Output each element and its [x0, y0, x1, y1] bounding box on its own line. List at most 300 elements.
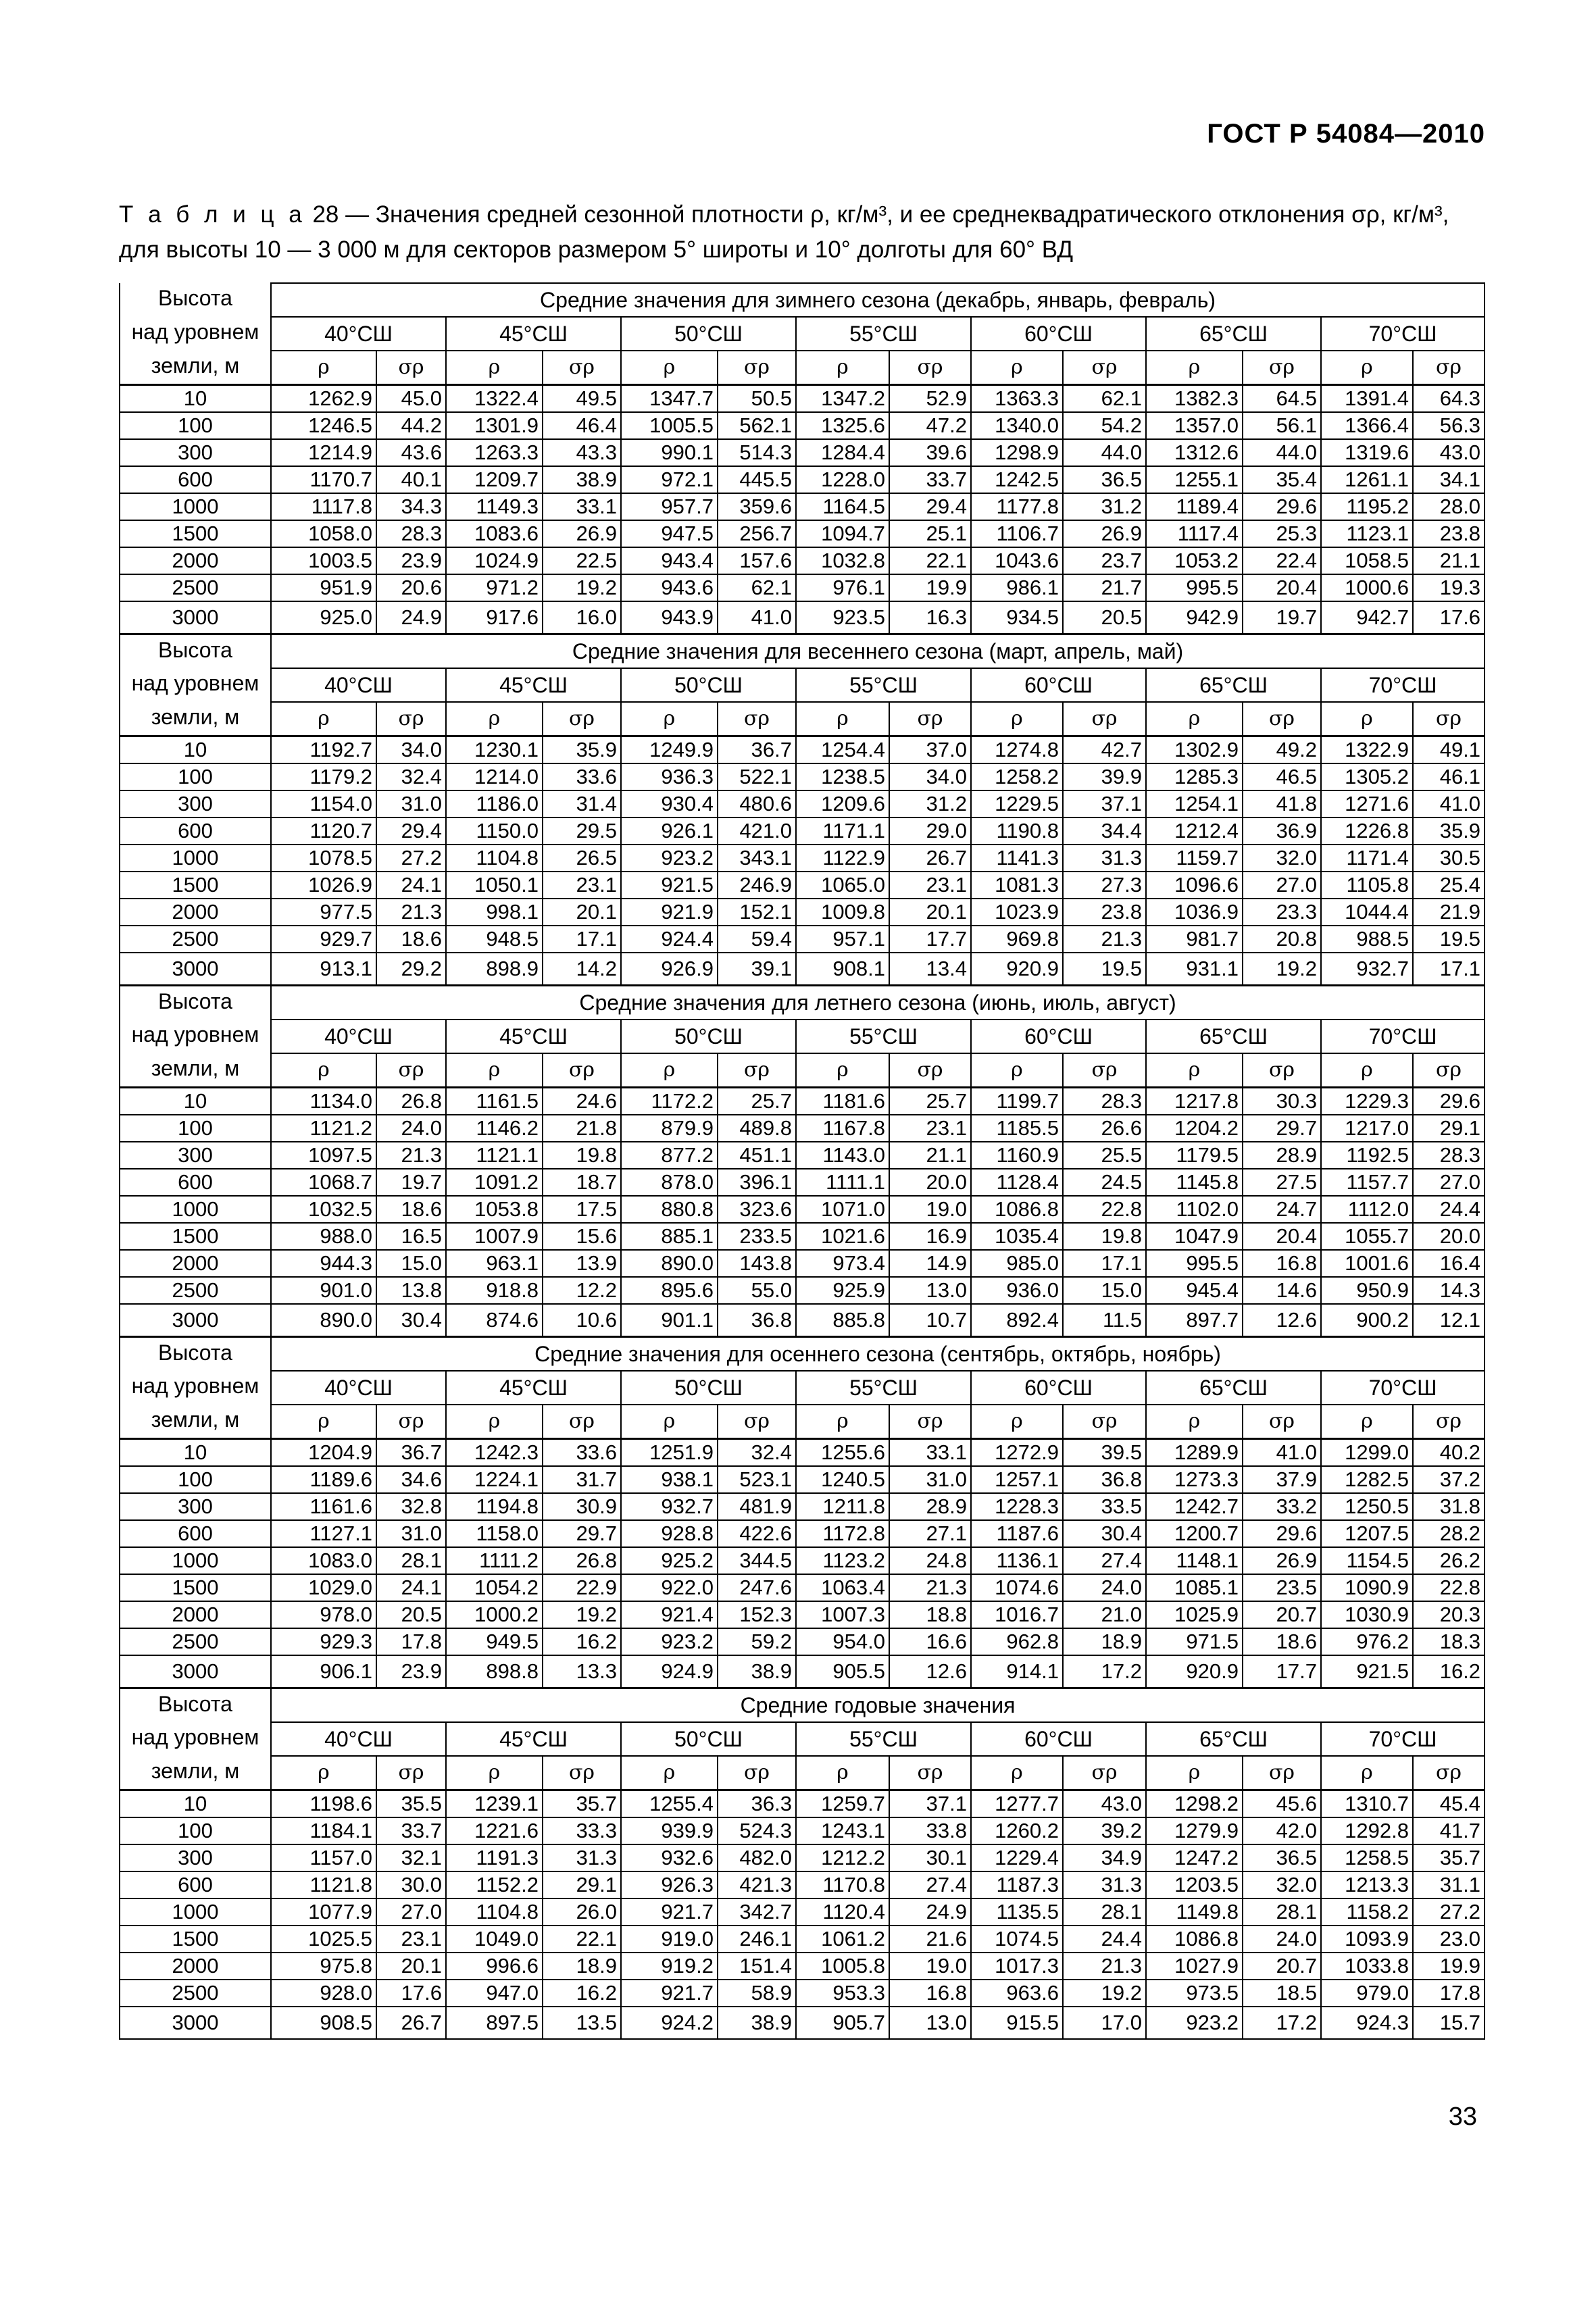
- density-cell: 905.7: [796, 2007, 889, 2039]
- density-cell: 1121.2: [271, 1115, 376, 1142]
- deviation-cell: 26.7: [376, 2007, 446, 2039]
- deviation-cell: 29.4: [889, 493, 971, 520]
- density-cell: 1260.2: [971, 1817, 1063, 1844]
- latitude-header: 60°СШ: [971, 1020, 1146, 1053]
- deviation-cell: 19.7: [376, 1169, 446, 1196]
- density-cell: 1077.9: [271, 1898, 376, 1926]
- density-cell: 915.5: [971, 2007, 1063, 2039]
- density-cell: 1112.0: [1321, 1196, 1413, 1223]
- deviation-cell: 31.0: [376, 1520, 446, 1547]
- deviation-cell: 256.7: [718, 520, 796, 547]
- table-row: [120, 1655, 1485, 1688]
- density-cell: 1085.1: [1146, 1574, 1243, 1601]
- density-cell: 977.5: [271, 899, 376, 926]
- altitude-cell: 2000: [120, 547, 271, 574]
- altitude-cell: 300: [120, 1844, 271, 1871]
- deviation-cell: 36.3: [718, 1790, 796, 1818]
- density-cell: 988.5: [1321, 926, 1413, 953]
- deviation-cell: 16.5: [376, 1223, 446, 1250]
- deviation-cell: 20.0: [1413, 1223, 1485, 1250]
- density-cell: 1007.3: [796, 1601, 889, 1628]
- deviation-cell: 43.0: [1063, 1790, 1146, 1818]
- deviation-cell: 25.4: [1413, 872, 1485, 899]
- sigma-symbol: σρ: [1063, 1756, 1146, 1790]
- deviation-cell: 36.7: [718, 736, 796, 764]
- density-cell: 1096.6: [1146, 872, 1243, 899]
- latitude-header: 60°СШ: [971, 317, 1146, 351]
- density-cell: 990.1: [621, 439, 718, 466]
- density-table-container: [119, 282, 1481, 2040]
- density-cell: 1149.8: [1146, 1898, 1243, 1926]
- density-cell: 926.1: [621, 818, 718, 845]
- deviation-cell: 18.6: [376, 926, 446, 953]
- deviation-cell: 21.8: [543, 1115, 621, 1142]
- density-cell: 1184.1: [271, 1817, 376, 1844]
- deviation-cell: 22.8: [1413, 1574, 1485, 1601]
- density-cell: 1242.5: [971, 466, 1063, 493]
- deviation-cell: 29.4: [376, 818, 446, 845]
- rho-symbol: ρ: [971, 351, 1063, 385]
- density-cell: 1170.8: [796, 1871, 889, 1898]
- table-row: [120, 763, 1485, 790]
- deviation-cell: 31.3: [1063, 1871, 1146, 1898]
- table-row: [120, 1547, 1485, 1574]
- deviation-cell: 36.7: [376, 1439, 446, 1467]
- deviation-cell: 20.8: [1243, 926, 1321, 953]
- density-cell: 936.3: [621, 763, 718, 790]
- sigma-symbol: σρ: [543, 702, 621, 736]
- density-cell: 1229.4: [971, 1844, 1063, 1871]
- density-cell: 1032.8: [796, 547, 889, 574]
- deviation-cell: 344.5: [718, 1547, 796, 1574]
- density-cell: 1302.9: [1146, 736, 1243, 764]
- sigma-symbol: σρ: [1243, 1053, 1321, 1088]
- section-title-row: [120, 1337, 1485, 1372]
- deviation-cell: 55.0: [718, 1277, 796, 1304]
- deviation-cell: 522.1: [718, 763, 796, 790]
- density-cell: 901.0: [271, 1277, 376, 1304]
- density-cell: 1249.9: [621, 736, 718, 764]
- density-cell: 1172.2: [621, 1088, 718, 1115]
- density-cell: 919.0: [621, 1926, 718, 1953]
- deviation-cell: 27.4: [889, 1871, 971, 1898]
- density-cell: 921.9: [621, 899, 718, 926]
- deviation-cell: 30.9: [543, 1493, 621, 1520]
- table-row: [120, 1088, 1485, 1115]
- deviation-cell: 24.0: [376, 1115, 446, 1142]
- density-cell: 1289.9: [1146, 1439, 1243, 1467]
- deviation-cell: 246.9: [718, 872, 796, 899]
- density-cell: 1068.7: [271, 1169, 376, 1196]
- deviation-cell: 56.3: [1413, 412, 1485, 439]
- density-cell: 988.0: [271, 1223, 376, 1250]
- altitude-cell: 600: [120, 1169, 271, 1196]
- density-cell: 1299.0: [1321, 1439, 1413, 1467]
- deviation-cell: 33.3: [543, 1817, 621, 1844]
- sigma-symbol: σρ: [718, 351, 796, 385]
- rho-symbol: ρ: [1146, 702, 1243, 736]
- table-row: [120, 439, 1485, 466]
- rho-symbol: ρ: [971, 702, 1063, 736]
- density-cell: 1136.1: [971, 1547, 1063, 1574]
- latitude-header: 55°СШ: [796, 1020, 971, 1053]
- density-cell: 924.2: [621, 2007, 718, 2039]
- table-row: [120, 1223, 1485, 1250]
- deviation-cell: 39.9: [1063, 763, 1146, 790]
- density-cell: 1325.6: [796, 412, 889, 439]
- density-cell: 1102.0: [1146, 1196, 1243, 1223]
- deviation-cell: 25.7: [718, 1088, 796, 1115]
- section-title-row: [120, 1688, 1485, 1723]
- deviation-cell: 17.6: [376, 1980, 446, 2007]
- density-cell: 1029.0: [271, 1574, 376, 1601]
- deviation-cell: 20.5: [376, 1601, 446, 1628]
- deviation-cell: 33.7: [376, 1817, 446, 1844]
- deviation-cell: 10.7: [889, 1304, 971, 1337]
- deviation-cell: 46.4: [543, 412, 621, 439]
- density-cell: 1347.2: [796, 385, 889, 413]
- density-cell: 1255.1: [1146, 466, 1243, 493]
- density-cell: 1078.5: [271, 845, 376, 872]
- deviation-cell: 13.8: [376, 1277, 446, 1304]
- density-cell: 1191.3: [446, 1844, 543, 1871]
- density-cell: 1239.1: [446, 1790, 543, 1818]
- deviation-cell: 246.1: [718, 1926, 796, 1953]
- density-cell: 1154.5: [1321, 1547, 1413, 1574]
- density-cell: 1172.8: [796, 1520, 889, 1547]
- density-cell: 1121.1: [446, 1142, 543, 1169]
- deviation-cell: 20.4: [1243, 574, 1321, 601]
- altitude-cell: 10: [120, 1088, 271, 1115]
- density-cell: 879.9: [621, 1115, 718, 1142]
- rho-symbol: ρ: [1321, 702, 1413, 736]
- latitude-header: 45°СШ: [446, 1722, 621, 1756]
- density-cell: 1382.3: [1146, 385, 1243, 413]
- density-cell: 928.8: [621, 1520, 718, 1547]
- latitude-header: 40°СШ: [271, 668, 446, 702]
- deviation-cell: 33.1: [889, 1439, 971, 1467]
- deviation-cell: 39.2: [1063, 1817, 1146, 1844]
- density-cell: 1298.2: [1146, 1790, 1243, 1818]
- deviation-cell: 35.9: [1413, 818, 1485, 845]
- altitude-cell: 600: [120, 818, 271, 845]
- table-row: [120, 1520, 1485, 1547]
- deviation-cell: 28.0: [1413, 493, 1485, 520]
- density-cell: 1319.6: [1321, 439, 1413, 466]
- density-cell: 906.1: [271, 1655, 376, 1688]
- deviation-cell: 25.5: [1063, 1142, 1146, 1169]
- rho-symbol: ρ: [1146, 351, 1243, 385]
- deviation-cell: 21.1: [889, 1142, 971, 1169]
- table-row: [120, 790, 1485, 818]
- density-cell: 1167.8: [796, 1115, 889, 1142]
- density-cell: 957.1: [796, 926, 889, 953]
- deviation-cell: 19.5: [1413, 926, 1485, 953]
- deviation-cell: 36.5: [1243, 1844, 1321, 1871]
- density-cell: 1272.9: [971, 1439, 1063, 1467]
- table-row: [120, 1790, 1485, 1818]
- altitude-cell: 300: [120, 1493, 271, 1520]
- density-cell: 1214.0: [446, 763, 543, 790]
- deviation-cell: 41.0: [718, 601, 796, 634]
- table-row: [120, 1898, 1485, 1926]
- rho-symbol: ρ: [271, 1405, 376, 1439]
- deviation-cell: 36.9: [1243, 818, 1321, 845]
- deviation-cell: 31.2: [1063, 493, 1146, 520]
- deviation-cell: 26.5: [543, 845, 621, 872]
- density-cell: 954.0: [796, 1628, 889, 1655]
- deviation-cell: 40.2: [1413, 1439, 1485, 1467]
- density-cell: 1285.3: [1146, 763, 1243, 790]
- density-cell: 973.4: [796, 1250, 889, 1277]
- density-cell: 1243.1: [796, 1817, 889, 1844]
- density-cell: 995.5: [1146, 574, 1243, 601]
- density-cell: 932.6: [621, 1844, 718, 1871]
- deviation-cell: 27.1: [889, 1520, 971, 1547]
- density-cell: 1254.4: [796, 736, 889, 764]
- deviation-cell: 31.8: [1413, 1493, 1485, 1520]
- rho-symbol: ρ: [971, 1053, 1063, 1088]
- deviation-cell: 27.3: [1063, 872, 1146, 899]
- density-cell: 1347.7: [621, 385, 718, 413]
- density-cell: 1021.6: [796, 1223, 889, 1250]
- deviation-cell: 33.6: [543, 763, 621, 790]
- deviation-cell: 152.1: [718, 899, 796, 926]
- deviation-cell: 30.0: [376, 1871, 446, 1898]
- table-row: [120, 1844, 1485, 1871]
- deviation-cell: 16.4: [1413, 1250, 1485, 1277]
- deviation-cell: 26.6: [1063, 1115, 1146, 1142]
- altitude-cell: 2500: [120, 1277, 271, 1304]
- row-label-line: Высота: [120, 283, 271, 317]
- density-cell: 925.2: [621, 1547, 718, 1574]
- density-cell: 953.3: [796, 1980, 889, 2007]
- sigma-symbol: σρ: [1413, 702, 1485, 736]
- altitude-cell: 10: [120, 385, 271, 413]
- density-cell: 972.1: [621, 466, 718, 493]
- density-cell: 1111.2: [446, 1547, 543, 1574]
- density-cell: 1157.7: [1321, 1169, 1413, 1196]
- density-cell: 963.1: [446, 1250, 543, 1277]
- deviation-cell: 54.2: [1063, 412, 1146, 439]
- density-cell: 924.3: [1321, 2007, 1413, 2039]
- density-cell: 986.1: [971, 574, 1063, 601]
- rho-symbol: ρ: [796, 1756, 889, 1790]
- deviation-cell: 31.3: [1063, 845, 1146, 872]
- table-row: [120, 1601, 1485, 1628]
- density-cell: 1043.6: [971, 547, 1063, 574]
- deviation-cell: 37.0: [889, 736, 971, 764]
- density-cell: 971.2: [446, 574, 543, 601]
- deviation-cell: 514.3: [718, 439, 796, 466]
- density-cell: 1030.9: [1321, 1601, 1413, 1628]
- rho-symbol: ρ: [1146, 1756, 1243, 1790]
- deviation-cell: 23.7: [1063, 547, 1146, 574]
- row-label-line: земли, м: [120, 1756, 271, 1790]
- density-cell: 1259.7: [796, 1790, 889, 1818]
- density-cell: 1212.4: [1146, 818, 1243, 845]
- deviation-cell: 22.4: [1243, 547, 1321, 574]
- density-cell: 1228.0: [796, 466, 889, 493]
- table-row: [120, 736, 1485, 764]
- density-cell: 934.5: [971, 601, 1063, 634]
- deviation-cell: 42.7: [1063, 736, 1146, 764]
- deviation-cell: 26.7: [889, 845, 971, 872]
- sigma-symbol: σρ: [1413, 351, 1485, 385]
- deviation-cell: 24.1: [376, 1574, 446, 1601]
- deviation-cell: 19.8: [1063, 1223, 1146, 1250]
- density-cell: 1200.7: [1146, 1520, 1243, 1547]
- table-row: [120, 385, 1485, 413]
- density-cell: 1049.0: [446, 1926, 543, 1953]
- density-cell: 1074.5: [971, 1926, 1063, 1953]
- density-cell: 1128.4: [971, 1169, 1063, 1196]
- section-title: Средние значения для осеннего сезона (сентябрь, октябрь, ноябрь): [271, 1337, 1485, 1372]
- sigma-symbol: σρ: [718, 1053, 796, 1088]
- deviation-cell: 20.1: [376, 1953, 446, 1980]
- sigma-symbol: σρ: [889, 351, 971, 385]
- density-cell: 1258.2: [971, 763, 1063, 790]
- deviation-cell: 17.2: [1063, 1655, 1146, 1688]
- deviation-cell: 17.1: [543, 926, 621, 953]
- density-cell: 1251.9: [621, 1439, 718, 1467]
- deviation-cell: 33.2: [1243, 1493, 1321, 1520]
- section-title-row: [120, 986, 1485, 1020]
- density-cell: 1143.0: [796, 1142, 889, 1169]
- density-cell: 1120.4: [796, 1898, 889, 1926]
- rho-symbol: ρ: [796, 351, 889, 385]
- deviation-cell: 16.2: [543, 1628, 621, 1655]
- density-cell: 932.7: [621, 1493, 718, 1520]
- density-cell: 962.8: [971, 1628, 1063, 1655]
- density-cell: 897.5: [446, 2007, 543, 2039]
- deviation-cell: 19.9: [889, 574, 971, 601]
- density-cell: 929.3: [271, 1628, 376, 1655]
- density-cell: 1229.5: [971, 790, 1063, 818]
- latitude-header: 50°СШ: [621, 1020, 796, 1053]
- deviation-cell: 16.2: [543, 1980, 621, 2007]
- latitude-header: 60°СШ: [971, 1722, 1146, 1756]
- document-header: ГОСТ Р 54084—2010: [1207, 119, 1485, 149]
- deviation-cell: 16.9: [889, 1223, 971, 1250]
- deviation-cell: 29.5: [543, 818, 621, 845]
- deviation-cell: 18.9: [543, 1953, 621, 1980]
- density-cell: 973.5: [1146, 1980, 1243, 2007]
- rho-symbol: ρ: [271, 1756, 376, 1790]
- density-cell: 1023.9: [971, 899, 1063, 926]
- deviation-cell: 17.1: [1063, 1250, 1146, 1277]
- density-cell: 1086.8: [1146, 1926, 1243, 1953]
- deviation-cell: 34.9: [1063, 1844, 1146, 1871]
- density-cell: 1211.8: [796, 1493, 889, 1520]
- deviation-cell: 10.6: [543, 1304, 621, 1337]
- density-cell: 1263.3: [446, 439, 543, 466]
- density-cell: 1054.2: [446, 1574, 543, 1601]
- rho-symbol: ρ: [1321, 351, 1413, 385]
- density-cell: 1230.1: [446, 736, 543, 764]
- section-title: Средние значения для весеннего сезона (март, апрель, май): [271, 634, 1485, 669]
- density-cell: 929.7: [271, 926, 376, 953]
- density-cell: 923.2: [1146, 2007, 1243, 2039]
- density-cell: 925.0: [271, 601, 376, 634]
- density-cell: 1036.9: [1146, 899, 1243, 926]
- rho-symbol: ρ: [621, 1405, 718, 1439]
- density-cell: 1005.5: [621, 412, 718, 439]
- density-cell: 874.6: [446, 1304, 543, 1337]
- deviation-cell: 28.3: [376, 520, 446, 547]
- altitude-cell: 1500: [120, 1223, 271, 1250]
- density-cell: 1298.9: [971, 439, 1063, 466]
- density-cell: 1150.0: [446, 818, 543, 845]
- density-cell: 1274.8: [971, 736, 1063, 764]
- deviation-cell: 23.5: [1243, 1574, 1321, 1601]
- density-cell: 1190.8: [971, 818, 1063, 845]
- density-cell: 919.2: [621, 1953, 718, 1980]
- rho-symbol: ρ: [796, 1053, 889, 1088]
- rho-symbol: ρ: [621, 351, 718, 385]
- density-cell: 1117.4: [1146, 520, 1243, 547]
- deviation-cell: 18.6: [376, 1196, 446, 1223]
- table-row: [120, 2007, 1485, 2039]
- density-cell: 936.0: [971, 1277, 1063, 1304]
- row-label-line: земли, м: [120, 1053, 271, 1088]
- density-cell: 1305.2: [1321, 763, 1413, 790]
- density-cell: 1086.8: [971, 1196, 1063, 1223]
- density-cell: 1074.6: [971, 1574, 1063, 1601]
- density-cell: 1158.0: [446, 1520, 543, 1547]
- deviation-cell: 20.7: [1243, 1601, 1321, 1628]
- density-cell: 1083.6: [446, 520, 543, 547]
- density-cell: 1250.5: [1321, 1493, 1413, 1520]
- density-cell: 1032.5: [271, 1196, 376, 1223]
- deviation-cell: 36.8: [1063, 1466, 1146, 1493]
- deviation-cell: 26.9: [1063, 520, 1146, 547]
- deviation-cell: 28.1: [1243, 1898, 1321, 1926]
- table-row: [120, 1115, 1485, 1142]
- density-cell: 1111.1: [796, 1169, 889, 1196]
- density-cell: 885.1: [621, 1223, 718, 1250]
- deviation-cell: 33.5: [1063, 1493, 1146, 1520]
- latitude-header: 65°СШ: [1146, 668, 1321, 702]
- deviation-cell: 26.9: [1243, 1547, 1321, 1574]
- density-cell: 1187.6: [971, 1520, 1063, 1547]
- density-cell: 1185.5: [971, 1115, 1063, 1142]
- row-label-line: Высота: [120, 634, 271, 669]
- deviation-cell: 17.8: [376, 1628, 446, 1655]
- table-row: [120, 1628, 1485, 1655]
- symbol-header-row: [120, 1405, 1485, 1439]
- deviation-cell: 21.0: [1063, 1601, 1146, 1628]
- table-row: [120, 574, 1485, 601]
- density-cell: 932.7: [1321, 953, 1413, 986]
- density-cell: 1246.5: [271, 412, 376, 439]
- rho-symbol: ρ: [1146, 1405, 1243, 1439]
- deviation-cell: 20.1: [543, 899, 621, 926]
- latitude-header: 40°СШ: [271, 317, 446, 351]
- deviation-cell: 19.7: [1243, 601, 1321, 634]
- density-cell: 1122.9: [796, 845, 889, 872]
- deviation-cell: 38.9: [718, 1655, 796, 1688]
- rho-symbol: ρ: [1321, 1756, 1413, 1790]
- deviation-cell: 489.8: [718, 1115, 796, 1142]
- rho-symbol: ρ: [796, 1405, 889, 1439]
- table-row: [120, 466, 1485, 493]
- density-cell: 1148.1: [1146, 1547, 1243, 1574]
- density-cell: 1229.3: [1321, 1088, 1413, 1115]
- deviation-cell: 17.7: [889, 926, 971, 953]
- deviation-cell: 33.8: [889, 1817, 971, 1844]
- density-cell: 1117.8: [271, 493, 376, 520]
